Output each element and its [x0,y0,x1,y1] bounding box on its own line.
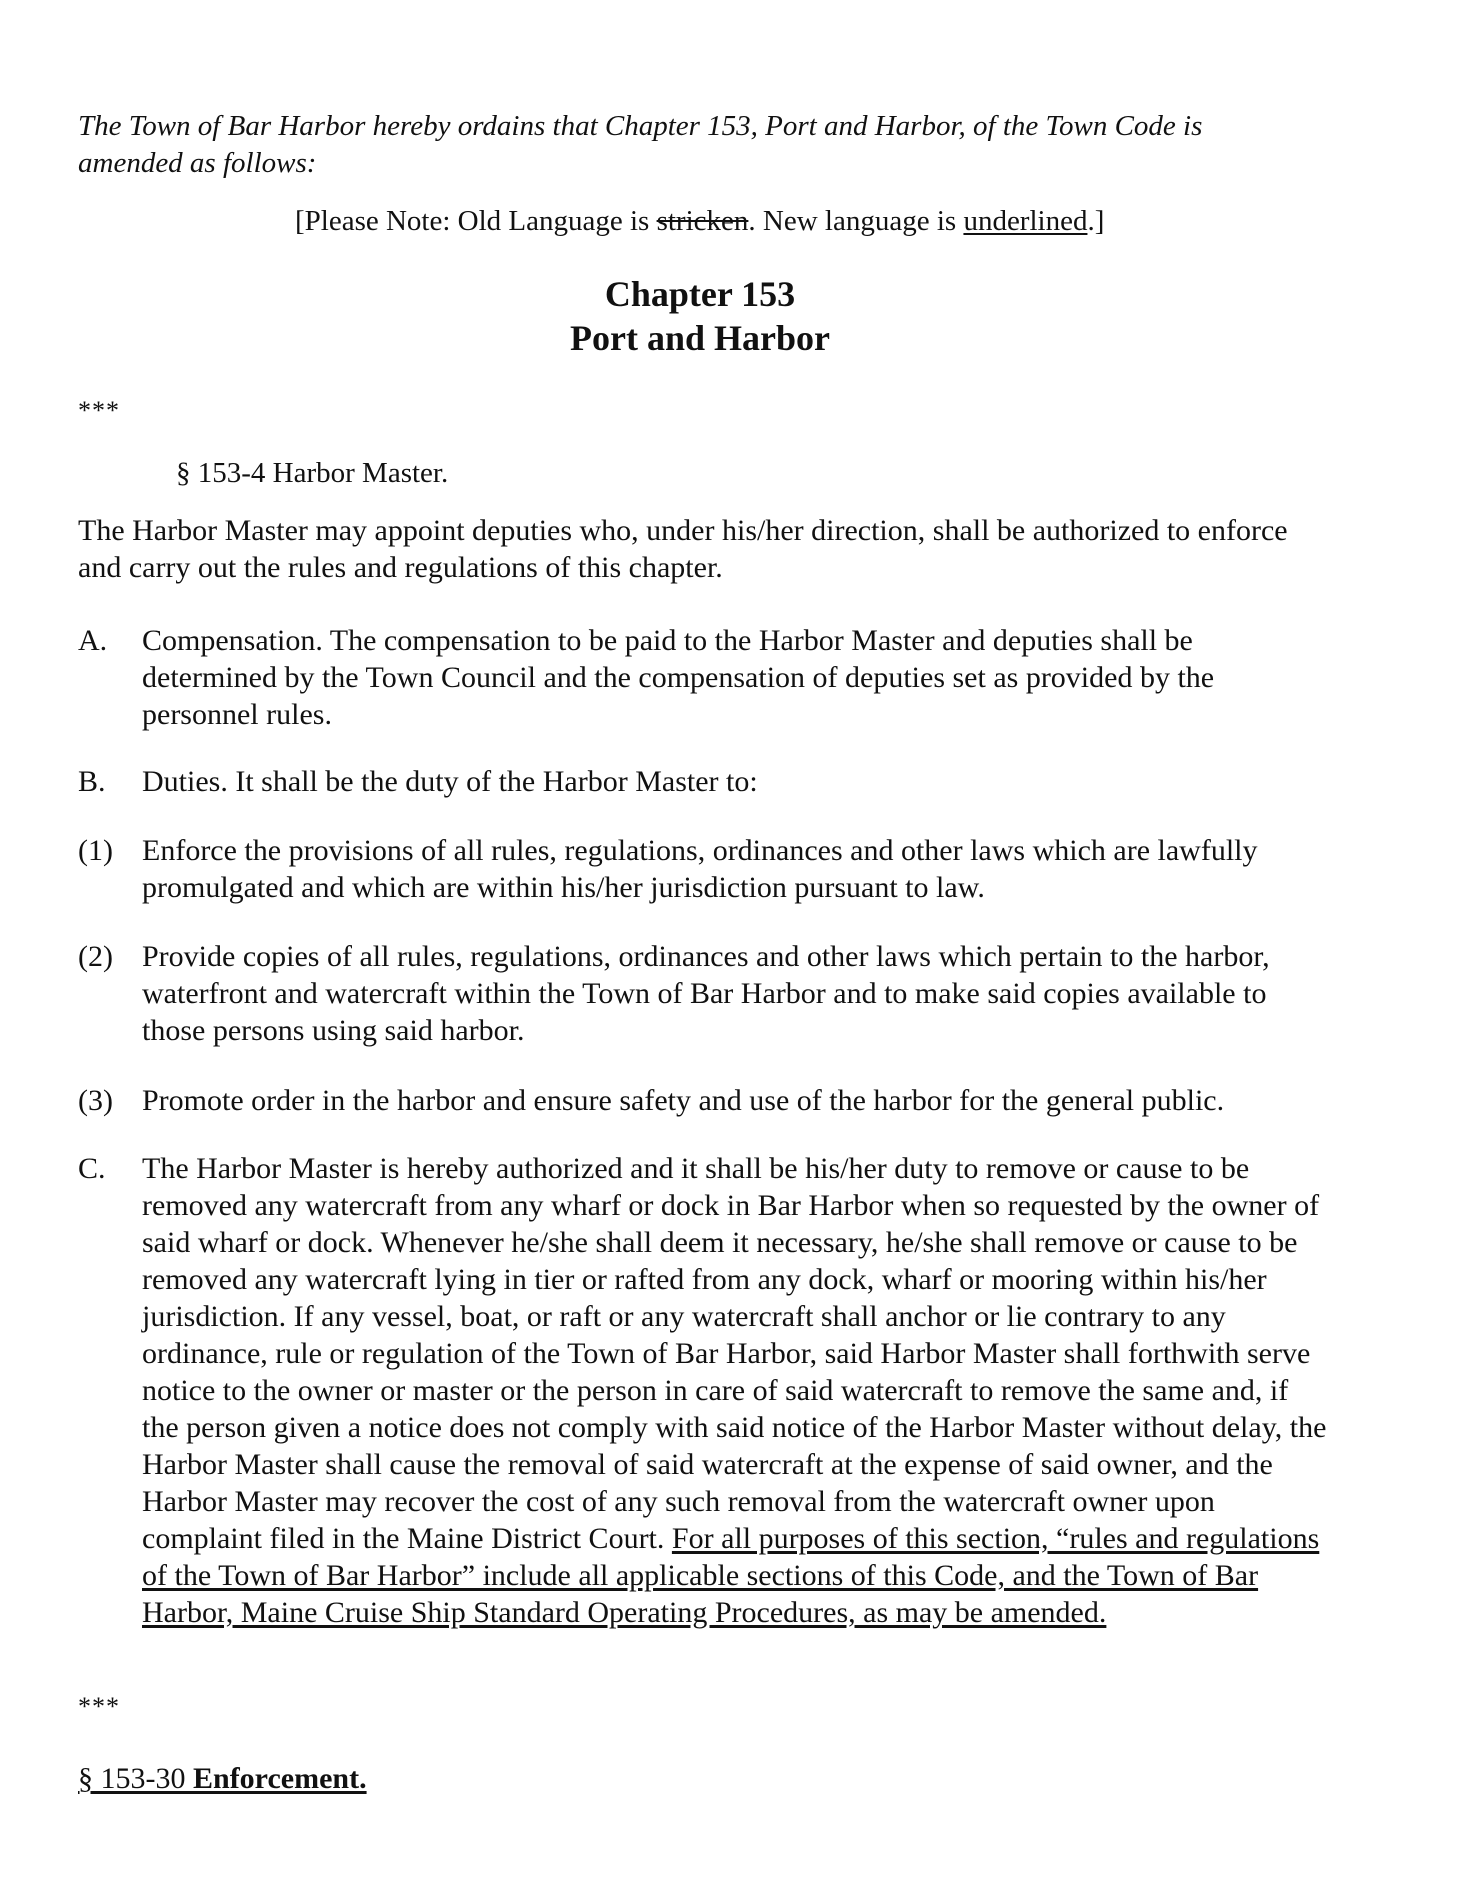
item-marker: B. [78,765,106,798]
item-c [78,1150,1338,1631]
item-a [78,622,1338,733]
item-marker: A. [78,624,108,657]
item-text: Compensation. The compensation to be paid to the Harbor Master and deputies shall be determined by the Town Council and the compensation of deputies set as provided by the personnel rules. [142,624,1215,731]
omission-separator-1: *** [78,396,120,425]
note-middle: . New language is [748,205,964,237]
note-prefix: [Please Note: Old Language is [295,205,657,237]
omission-separator-2: *** [78,1692,120,1721]
amendment-note [295,203,1104,240]
item-2 [78,938,1338,1049]
note-suffix: .] [1087,205,1105,237]
item-marker: (3) [78,1084,113,1117]
chapter-number: Chapter 153 [604,274,796,314]
ordinance-preamble: The Town of Bar Harbor hereby ordains that Chapter 153, Port and Harbor, of the Town Code is amended as follows: [78,110,1203,179]
underlined-example: underlined [963,205,1088,237]
item-b [78,763,1338,800]
item-text: Duties. It shall be the duty of the Harbor Master to: [142,765,758,798]
section-title: Enforcement. [193,1762,367,1795]
section-153-4-heading: § 153-4 Harbor Master. [176,457,449,489]
section-153-30-heading [78,1760,367,1797]
item-marker: (1) [78,834,113,867]
item-text: Promote order in the harbor and ensure safety and use of the harbor for the general public. [142,1084,1225,1117]
item-text: Enforce the provisions of all rules, regulations, ordinances and other laws which are lawfully promulgated and which are within his/her jurisdiction pursuant to law. [142,834,1258,904]
item-text: Provide copies of all rules, regulations, ordinances and other laws which pertain to the harbor, waterfront and watercraft within the Town of Bar Harbor and to make said copies available to those persons using said harbor. [142,940,1270,1047]
item-marker: (2) [78,940,113,973]
section-153-4-intro: The Harbor Master may appoint deputies who, under his/her direction, shall be authorized to enforce and carry out the rules and regulations of this chapter. [78,514,1288,584]
section-number: § 153-30 [78,1762,193,1795]
new-language-text: For all purposes of this section, “rules and regulations of the Town of Bar Harbor” include all applicable sections of this Code, and the Town of Bar Harbor, Maine Cruise Ship Standard Operating Procedures, as may be amended. [142,1522,1320,1629]
item-3 [78,1082,1338,1119]
item-c-body [142,1150,1327,1631]
stricken-example: stricken [656,205,749,237]
item-c-text: The Harbor Master is hereby authorized and it shall be his/her duty to remove or cause to be removed any watercraft from any wharf or dock in Bar Harbor when so requested by the owner of said wharf or dock. Whenever he/she shall deem it necessary, he/she shall remove or cause to be removed any watercraft lying in tier or rafted from any dock, wharf or mooring within his/her jurisdiction. If any vessel, boat, or raft or any watercraft shall anchor or lie contrary to any ordinance, rule or regulation of the Town of Bar Harbor, said Harbor Master shall forthwith serve notice to the owner or master or the person in care of said watercraft to remove the same and, if the person given a notice does not comply with said notice of the Harbor Master without delay, the Harbor Master shall cause the removal of said watercraft at the expense of said owner, and the Harbor Master may recover the cost of any such removal from the watercraft owner upon complaint filed in the Maine District Court. [142,1152,1327,1555]
item-1 [78,832,1338,906]
chapter-heading [0,272,1400,360]
chapter-title: Port and Harbor [570,318,830,358]
item-marker: C. [78,1152,106,1185]
